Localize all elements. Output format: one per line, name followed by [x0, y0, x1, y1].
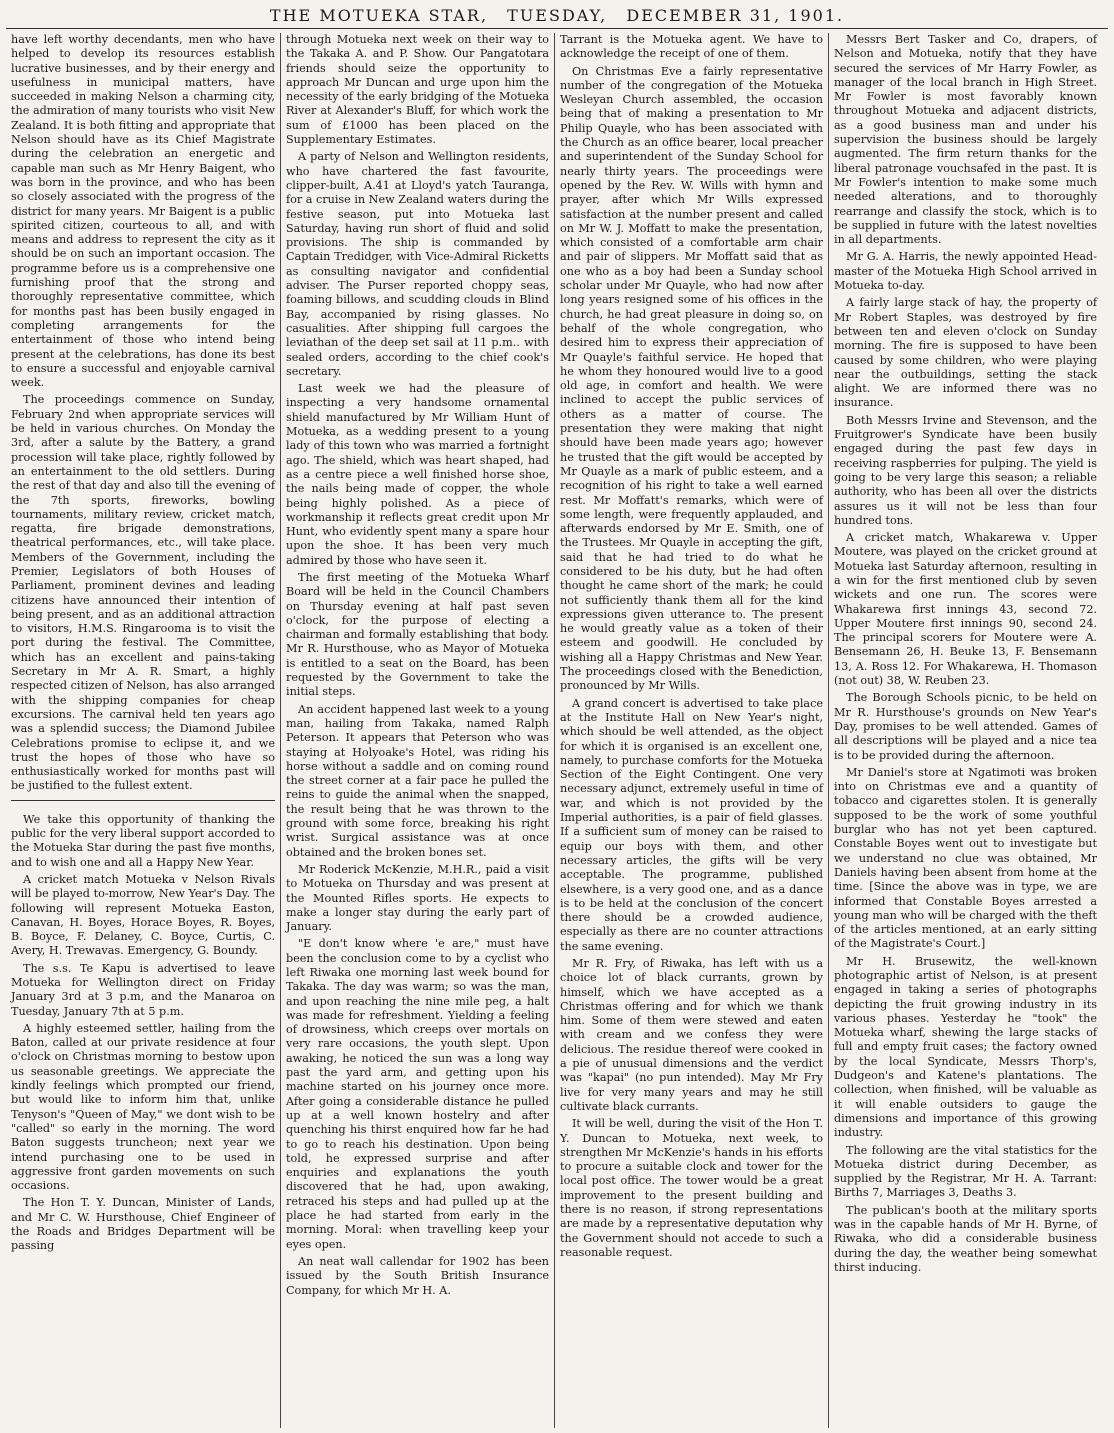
article-vital-statistics: The following are the vital statistics for the Motueka district during December, as supplied by the Registrar, Mr H. A. Tarrant: Births 7, Marriages 3, Deaths 3.	[834, 1143, 1097, 1200]
article-headmaster: Mr G. A. Harris, the newly appointed Head-master of the Motueka High School arrived in Motueka to-day.	[834, 250, 1097, 293]
column-3	[554, 33, 828, 1428]
article-ornamental-shield: Last week we had the pleasure of inspecting a very handsome ornamental shield manufactured by Mr William Hunt of Motueka, as a wedding present to a young lady of this town who was married a fortnight ago. The shield, which was heart shaped, had as a centre piece a well finished horse shoe, the nails being made of copper, the whole being highly polished. As a piece of workmanship it reflects great credit upon Mr Hunt, who evidently spent many a spare hour upon the shoe. It has been very much admired by those who have seen it.	[286, 382, 549, 567]
masthead-paper-name: THE MOTUEKA STAR,	[269, 6, 489, 25]
masthead-day: TUESDAY,	[507, 6, 608, 25]
article-cricket-whakarewa: A cricket match, Whakarewa v. Upper Moutere, was played on the cricket ground at Motueka last Saturday afternoon, resulting in a win for the first mentioned club by seven wickets and one run. The scores were Whakarewa first innings 43, second 72. Upper Moutere first innings 90, second 24. The principal scorers for Moutere were A. Bensemann 26, H. Beuke 13, F. Bensemann 13, A. Ross 12. For Whakarewa, H. Thomason (not out) 38, W. Reuben 23.	[834, 531, 1097, 688]
article-post-office-clock: It will be well, during the visit of the Hon T. Y. Duncan to Motueka, next week, to strengthen Mr McKenzie's hands in his efforts to procure a suitable clock and tower for the local post office. The tower would be a great improvement to the present building and there is no reason, if strong representations are made by a representative deputation why the Government should not accede to such a reasonable request.	[560, 1117, 823, 1259]
article-cyclist: "E don't know where 'e are," must have been the conclusion come to by a cyclist who left Riwaka one morning last week bound for Takaka. The day was warm; so was the man, and upon reaching the nine mile peg, a halt was made for refreshment. Yielding a feeling of drowsiness, which creeps over mortals on very rare occasions, the youth slept. Upon awaking, he noticed the sun was a long way past the yard arm, and getting upon his machine started on his journey once more. After going a considerable distance he pulled up at a well known hostelry and after quenching his thirst enquired how far he had to go to reach his destination. Upon being told, he expressed surprise and after enquiries and explanations the youth discovered that he had, upon awaking, retraced his steps and had pulled up at the place he had started from early in the morning. Moral: when travelling keep your eyes open.	[286, 937, 549, 1251]
news-columns	[6, 33, 1108, 1428]
column-1	[6, 33, 280, 1428]
article-black-currants: Mr R. Fry, of Riwaka, has left with us a choice lot of black currants, grown by himself, which we have accepted as a Christmas offering and for which we thank him. Some of them were stewed and eaten with cream and we confess they were delicious. The residue thereof were cooked in a pie of unusual dimensions and the verdict was "kapai" (no pun intended). May Mr Fry live for very many years and may he still cultivate black currants.	[560, 957, 823, 1113]
article-nelson-celebrations: have left worthy decendants, men who have helped to develop its resources establish lucrative businesses, and by their energy and usefulness in municipal matters, have succeeded in making Nelson a charming city, the admiration of many tourists who visit New Zealand. It is both fitting and appropriate that Nelson should have as its Chief Magistrate during the celebration an energetic and capable man such as Mr Henry Baigent, who was born in the province, and who has been so closely associated with the progress of the district for many years. Mr Baigent is a public spirited citizen, courteous to all, and with means and address to represent the city as it should be on such an important occasion. The programme before us is a comprehensive one furnishing proof that the strong and thoroughly representative committee, which for months past has been busily engaged in completing arrangements for the entertainment of those who intend being present at the celebrations, has done its best to ensure a successful and enjoyable carnival week.	[11, 33, 275, 390]
article-te-kapu: The s.s. Te Kapu is advertised to leave Motueka for Wellington direct on Friday January 3rd at 3 p.m, and the Manaroa on Tuesday, January 7th at 5 p.m.	[11, 961, 275, 1018]
article-baton-settler: A highly esteemed settler, hailing from the Baton, called at our private residence at four o'clock on Christmas morning to bestow upon us seasonable greetings. We appreciate the kindly feelings which prompted our friend, but would like to inform him that, unlike Tenyson's "Queen of May," we dont wish to be "called" so early in the morning. The word Baton suggests truncheon; next year we intend purchasing one to be used in aggressive front garden movements on such occasions.	[11, 1021, 275, 1193]
column-divider-rule	[11, 800, 275, 801]
article-wharf-board: The first meeting of the Motueka Wharf Board will be held in the Council Chambers on Thursday evening at half past seven o'clock, for the purpose of electing a chairman and formally establishing that body. Mr R. Hursthouse, who as Mayor of Motueka is entitled to a seat on the Board, has been requested by the Government to take the initial steps.	[286, 570, 549, 699]
column-4	[828, 33, 1102, 1428]
masthead-date: DECEMBER 31, 1901.	[626, 6, 845, 25]
article-minister-visit: The Hon T. Y. Duncan, Minister of Lands, and Mr C. W. Hursthouse, Chief Engineer of the Roads and Bridges Department will be passing	[11, 1196, 275, 1253]
article-store-burglary: Mr Daniel's store at Ngatimoti was broken into on Christmas eve and a quantity of tobacco and cigarettes stolen. It is generally supposed to be the work of some youthful burglar who has not yet been captured. Constable Boyes went out to investigate but we understand no clue was obtained, Mr Daniels having been absent from home at the time. [Since the above was in type, we are informed that Constable Boyes arrested a young man who will be charged with the theft of the articles mentioned, at an early sitting of the Magistrate's Court.]	[834, 765, 1097, 951]
article-bert-tasker: Messrs Bert Tasker and Co, drapers, of Nelson and Motueka, notify that they have secured the services of Mr Harry Fowler, as manager of the local branch in High Street. Mr Fowler is most favorably known throughout Motueka and adjacent districts, as a good business man and under his supervision the business should be largely augmented. The firm return thanks for the liberal patronage vouchsafed in the past. It is Mr Fowler's intention to make some much needed alterations, and to thoroughly rearrange and classify the stock, which is to be supplied in future with the latest novelties in all departments.	[834, 33, 1097, 247]
article-wall-calendar-cont: Tarrant is the Motueka agent. We have to acknowledge the receipt of one of them.	[560, 33, 823, 61]
article-minister-visit-cont: through Motueka next week on their way to the Takaka A. and P. Show. Our Pangatotara friends should seize the opportunity to approach Mr Duncan and urge upon him the necessity of the early bridging of the Motueka River at Alexander's Bluff, for which work the sum of £1000 has been placed on the Supplementary Estimates.	[286, 33, 549, 147]
article-accident: An accident happened last week to a young man, hailing from Takaka, named Ralph Peterson. It appears that Peterson who was staying at Holyoake's Hotel, was riding his horse without a saddle and on coming round the street corner at a fair pace he pulled the reins to guide the animal when the snapped, the result being that he was thrown to the ground with some force, breaking his right wrist. Surgical assistance was at once obtained and the broken bones set.	[286, 702, 549, 859]
article-grand-concert: A grand concert is advertised to take place at the Institute Hall on New Year's night, which should be well attended, as the object for which it is organised is an excellent one, namely, to purchase comforts for the Motueka Section of the Eight Contingent. One very necessary adjunct, extremely useful in time of war, and which is not provided by the Imperial authorities, is a pair of field glasses. If a sufficient sum of money can be raised to equip our boys with them, and other necessary articles, the gifts will be very acceptable. The programme, published elsewhere, is a very good one, and as a dance is to be held at the conclusion of the concert there should be a crowded audience, especially as there are no counter attractions the same evening.	[560, 696, 823, 953]
masthead	[6, 6, 1108, 29]
article-wesleyan-presentation: On Christmas Eve a fairly representative number of the congregation of the Motueka Wesleyan Church assembled, the occasion being that of making a presentation to Mr Philip Quayle, who has been associated with the Church as an office bearer, local preacher and superintendent of the Sunday School for nearly thirty years. The proceedings were opened by the Rev. W. Wills with hymn and prayer, after which Mr Wills expressed satisfaction at the number present and called on Mr W. J. Moffatt to make the presentation, which consisted of a comfortable arm chair and pair of slippers. Mr Moffatt said that as one who as a boy had been a Sunday school scholar under Mr Quayle, who had now after long years resigned some of his offices in the church, he had great pleasure in doing so, on behalf of the whole congregation, who desired him to express their appreciation of Mr Quayle's faithful service. He hoped that he whom they honoured would live to a good old age, in comfort and health. We were inclined to accept the public services of others as a matter of course. The presentation they were making that night should have been made years ago; however he trusted that the gift would be accepted by Mr Quayle as a mark of public esteem, and a recognition of his right to take a well earned rest. Mr Moffatt's remarks, which were of some length, were frequently applauded, and afterwards endorsed by Mr E. Smith, one of the Trustees. Mr Quayle in accepting the gift, said that he had tried to do what he considered to be his duty, but he had often thought he came short of the mark; he could not sufficiently thank them all for the kind expressions given utterance to. The present he would greatly value as a token of their esteem and goodwill. He concluded by wishing all a Happy Christmas and New Year. The proceedings closed with the Benediction, pronounced by Mr Wills.	[560, 64, 823, 693]
article-proceedings: The proceedings commence on Sunday, February 2nd when appropriate services will be held in various churches. On Monday the 3rd, after a salute by the Battery, a grand procession will take place, rightly followed by an entertainment to the old settlers. During the rest of that day and also till the evening of the 7th sports, fireworks, bowling tournaments, military review, cricket match, regatta, fire brigade demonstrations, theatrical performances, etc., will take place. Members of the Government, including the Premier, Legislators of both Houses of Parliament, prominent devines and leading citizens have announced their intention of being present, and as an additional attraction to visitors, H.M.S. Ringarooma is to visit the port during the festival. The Committee, which has an excellent and pains-taking Secretary in Mr A. R. Smart, a highly respected citizen of Nelson, has also arranged with the shipping companies for cheap excursions. The carnival held ten years ago was a splendid success; the Diamond Jubilee Celebrations promise to eclipse it, and we trust the hopes of those who have so enthusiastically worked for months past will be justified to the fullest extent.	[11, 393, 275, 793]
article-mckenzie-visit: Mr Roderick McKenzie, M.H.R., paid a visit to Motueka on Thursday and was present at the Mounted Rifles sports. He expects to make a longer stay during the early part of January.	[286, 862, 549, 934]
article-publicans-booth: The publican's booth at the military sports was in the capable hands of Mr H. Byrne, of Riwaka, who did a considerable business during the day, the weather being somewhat thirst inducing.	[834, 1203, 1097, 1274]
article-wall-calendar: An neat wall callendar for 1902 has been issued by the South British Insurance Company, for which Mr H. A.	[286, 1254, 549, 1297]
article-cricket-rivals: A cricket match Motueka v Nelson Rivals will be played to-morrow, New Year's Day. The following will represent Motueka Easton, Canavan, H. Boyes, Horace Boyes, R. Boyes, B. Boyce, F. Delaney, C. Boyce, Curtis, C. Avery, H. Trewavas. Emergency, G. Boundy.	[11, 872, 275, 958]
article-school-picnic: The Borough Schools picnic, to be held on Mr R. Hursthouse's grounds on New Year's Day, promises to be well attended. Games of all descriptions will be played and a nice tea is to be provided during the afternoon.	[834, 691, 1097, 762]
article-yacht-tauranga: A party of Nelson and Wellington residents, who have chartered the fast favourite, clipper-built, A.41 at Lloyd's yatch Tauranga, for a cruise in New Zealand waters during the festive season, put into Motueka last Saturday, having run short of fluid and solid provisions. The ship is commanded by Captain Tredidger, with Vice-Admiral Ricketts as consulting navigator and confidential adviser. The Purser reported choppy seas, foaming billows, and scudding clouds in Blind Bay, accompanied by rising glasses. No casualities. After shipping full cargoes the leviathan of the deep set sail at 11 p.m.. with sealed orders, according to the chief cook's secretary.	[286, 150, 549, 378]
article-raspberries: Both Messrs Irvine and Stevenson, and the Fruitgrower's Syndicate have been busily engaged during the past few days in receiving raspberries for pulping. The yield is going to be very large this season; a reliable authority, who has been all over the districts assures us it will not be less than four hundred tons.	[834, 413, 1097, 527]
column-2	[280, 33, 554, 1428]
article-hay-fire: A fairly large stack of hay, the property of Mr Robert Staples, was destroyed by fire between ten and eleven o'clock on Sunday morning. The fire is supposed to have been caused by some children, who were playing near the outbuildings, setting the stack alight. We are informed there was no insurance.	[834, 296, 1097, 410]
article-thanks: We take this opportunity of thanking the public for the very liberal support accorded to the Motueka Star during the past five months, and to wish one and all a Happy New Year.	[11, 812, 275, 869]
article-photographs: Mr H. Brusewitz, the well-known photographic artist of Nelson, is at present engaged in taking a series of photographs depicting the fruit growing industry in its various phases. Yesterday he "took" the Motueka wharf, shewing the large stacks of full and empty fruit cases; the factory owned by the local Syndicate, Messrs Thorp's, Dudgeon's and Katene's plantations. The collection, when finished, will be valuable as it will enable outsiders to gauge the dimensions and importance of this growing industry.	[834, 954, 1097, 1140]
